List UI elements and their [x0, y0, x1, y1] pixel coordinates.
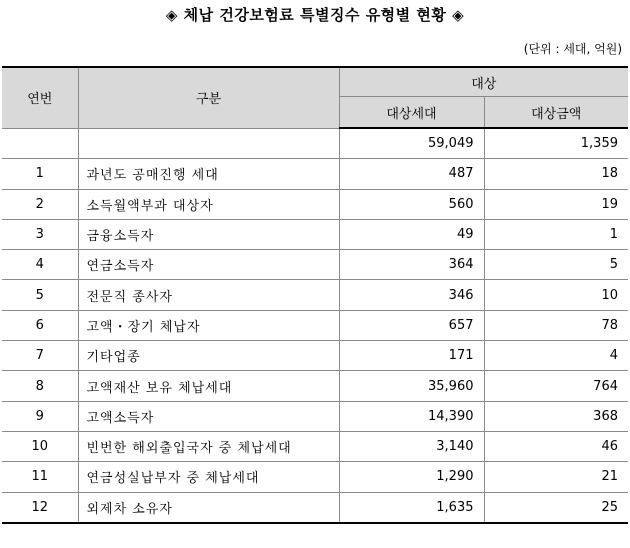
- row-category-cell: 소득월액부과 대상자: [78, 189, 339, 219]
- table-row: [2, 462, 628, 492]
- row-category-cell: 고액・장기 체납자: [78, 310, 339, 340]
- header-amount: 대상금액: [484, 97, 628, 129]
- table-row: [2, 250, 628, 280]
- row-no-cell: 6: [2, 310, 78, 340]
- table-row: [2, 431, 628, 461]
- row-amount-cell: 21: [484, 462, 628, 492]
- row-no-cell: 4: [2, 250, 78, 280]
- table-header: [2, 67, 628, 128]
- header-target: 대상: [339, 67, 628, 97]
- row-no-cell: 8: [2, 371, 78, 401]
- table-row: [2, 219, 628, 249]
- table-row: [2, 341, 628, 371]
- row-category-cell: 전문직 종사자: [78, 280, 339, 310]
- row-households-cell: 1,290: [339, 462, 484, 492]
- row-no-cell: 11: [2, 462, 78, 492]
- total-no-cell: [2, 128, 78, 159]
- row-households-cell: 487: [339, 159, 484, 189]
- header-category: 구분: [78, 67, 339, 128]
- row-amount-cell: 78: [484, 310, 628, 340]
- row-amount-cell: 19: [484, 189, 628, 219]
- row-no-cell: 9: [2, 401, 78, 431]
- row-households-cell: 657: [339, 310, 484, 340]
- total-amount-cell: 1,359: [484, 128, 628, 159]
- document-title: ◈ 체납 건강보험료 특별징수 유형별 현황 ◈: [165, 6, 465, 24]
- table-row: [2, 492, 628, 523]
- row-no-cell: 5: [2, 280, 78, 310]
- row-households-cell: 49: [339, 219, 484, 249]
- total-row: [2, 128, 628, 159]
- row-amount-cell: 4: [484, 341, 628, 371]
- total-category-cell: [78, 128, 339, 159]
- row-amount-cell: 5: [484, 250, 628, 280]
- row-households-cell: 1,635: [339, 492, 484, 523]
- row-no-cell: 3: [2, 219, 78, 249]
- row-category-cell: 고액재산 보유 체납세대: [78, 371, 339, 401]
- row-category-cell: 과년도 공매진행 세대: [78, 159, 339, 189]
- row-amount-cell: 1: [484, 219, 628, 249]
- delinquency-table: [2, 66, 628, 524]
- row-category-cell: 금융소득자: [78, 219, 339, 249]
- row-households-cell: 3,140: [339, 431, 484, 461]
- row-category-cell: 외제차 소유자: [78, 492, 339, 523]
- row-households-cell: 364: [339, 250, 484, 280]
- row-no-cell: 2: [2, 189, 78, 219]
- row-amount-cell: 25: [484, 492, 628, 523]
- row-no-cell: 1: [2, 159, 78, 189]
- table-row: [2, 189, 628, 219]
- table-row: [2, 280, 628, 310]
- row-category-cell: 연금성실납부자 중 체납세대: [78, 462, 339, 492]
- table-row: [2, 159, 628, 189]
- row-households-cell: 560: [339, 189, 484, 219]
- row-no-cell: 10: [2, 431, 78, 461]
- header-no: 연번: [2, 67, 78, 128]
- row-category-cell: 기타업종: [78, 341, 339, 371]
- row-category-cell: 고액소득자: [78, 401, 339, 431]
- row-households-cell: 346: [339, 280, 484, 310]
- row-amount-cell: 18: [484, 159, 628, 189]
- row-no-cell: 12: [2, 492, 78, 523]
- table-row: [2, 401, 628, 431]
- row-category-cell: 연금소득자: [78, 250, 339, 280]
- header-row-1: [2, 67, 628, 97]
- total-households-cell: 59,049: [339, 128, 484, 159]
- row-category-cell: 빈번한 해외출입국자 중 체납세대: [78, 431, 339, 461]
- table-row: [2, 310, 628, 340]
- row-amount-cell: 10: [484, 280, 628, 310]
- row-no-cell: 7: [2, 341, 78, 371]
- header-households: 대상세대: [339, 97, 484, 129]
- unit-note: (단위 : 세대, 억원): [523, 42, 622, 56]
- row-households-cell: 14,390: [339, 401, 484, 431]
- table-row: [2, 371, 628, 401]
- table-body: [2, 128, 628, 523]
- row-households-cell: 171: [339, 341, 484, 371]
- row-households-cell: 35,960: [339, 371, 484, 401]
- row-amount-cell: 368: [484, 401, 628, 431]
- row-amount-cell: 764: [484, 371, 628, 401]
- row-amount-cell: 46: [484, 431, 628, 461]
